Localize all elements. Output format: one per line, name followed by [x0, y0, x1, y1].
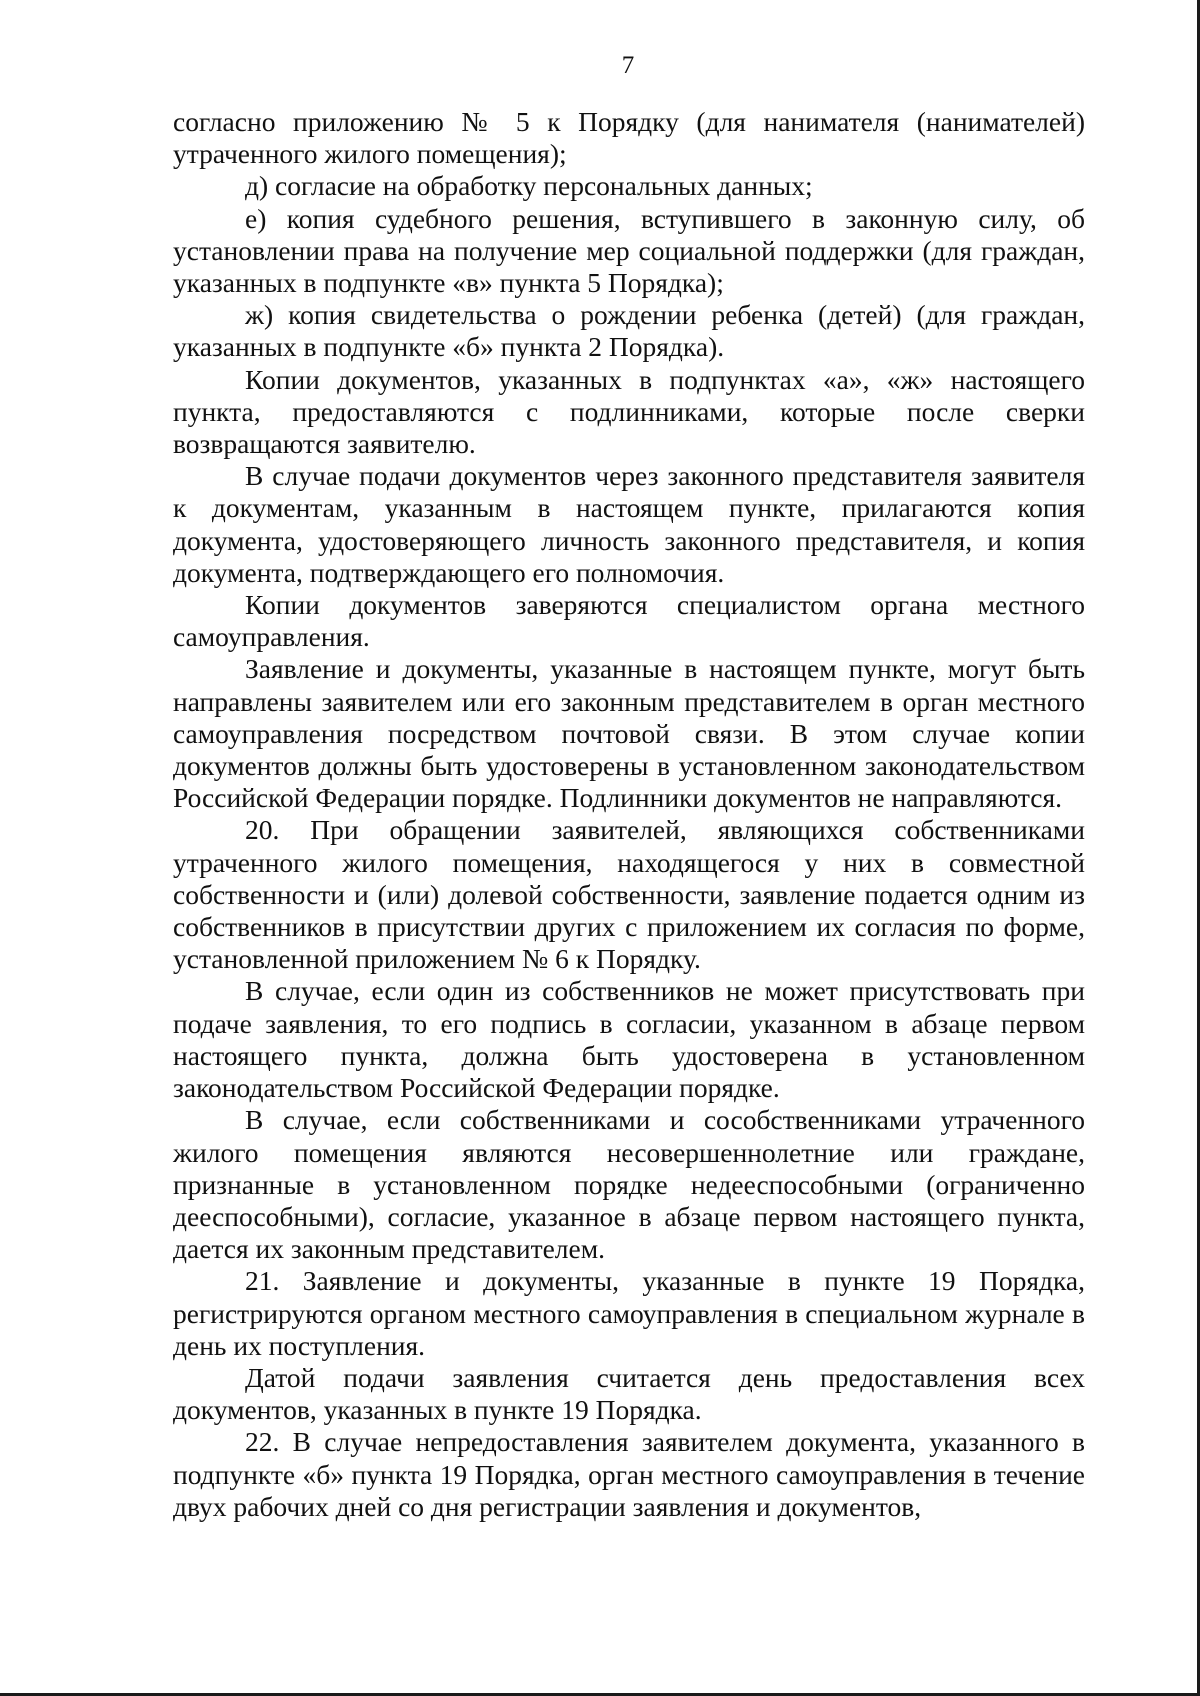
- paragraph: Датой подачи заявления считается день предоставления всех документов, указанных в пункте 19 Порядка.: [173, 1361, 1085, 1426]
- paragraph: В случае, если один из собственников не может присутствовать при подаче заявления, то его подпись в согласии, указанном в абзаце первом настоящего пункта, должна быть удостоверена в установленном законодательством Российской Федерации порядке.: [173, 975, 1085, 1104]
- paragraph: Копии документов заверяются специалистом органа местного самоуправления.: [173, 589, 1085, 653]
- paragraph: Копии документов, указанных в подпунктах «а», «ж» настоящего пункта, предоставляются с подлинниками, которые после сверки возвращаются заявителю.: [173, 363, 1085, 460]
- paragraph: Заявление и документы, указанные в настоящем пункте, могут быть направлены заявителем или его законным представителем в орган местного самоуправления посредством почтовой связи. В этом случае копии документов должны быть удостоверены в установленном законодательством Российской Федерации порядке. Подлинники документов не направляются.: [173, 653, 1085, 814]
- paragraph: В случае, если собственниками и сособственниками утраченного жилого помещения являются несовершеннолетние или граждане, признанные в установленном порядке недееспособными (ограниченно дееспособными), согласие, указанное в абзаце первом настоящего пункта, дается их законным представителем.: [173, 1104, 1085, 1265]
- document-body: [173, 106, 1085, 1523]
- paragraph: 22. В случае непредоставления заявителем документа, указанного в подпункте «б» пункта 19 Порядка, орган местного самоуправления в течение двух рабочих дней со дня регистрации заявления и документов,: [173, 1426, 1085, 1522]
- page-number: 7: [621, 52, 635, 79]
- paragraph: ж) копия свидетельства о рождении ребенка (детей) (для граждан, указанных в подпункте «б» пункта 2 Порядка).: [173, 299, 1085, 363]
- paragraph: согласно приложению № 5 к Порядку (для нанимателя (нанимателей) утраченного жилого помещения);: [173, 106, 1085, 170]
- paragraph: е) копия судебного решения, вступившего в законную силу, об установлении права на получение мер социальной поддержки (для граждан, указанных в подпункте «в» пункта 5 Порядка);: [173, 202, 1085, 299]
- paragraph: 21. Заявление и документы, указанные в пункте 19 Порядка, регистрируются органом местного самоуправления в специальном журнале в день их поступления.: [173, 1265, 1085, 1361]
- paragraph: 20. При обращении заявителей, являющихся собственниками утраченного жилого помещения, находящегося у них в совместной собственности и (или) долевой собственности, заявление подается одним из собственников в присутствии других с приложением их согласия по форме, установленной приложением № 6 к Порядку.: [173, 814, 1085, 975]
- paragraph: В случае подачи документов через законного представителя заявителя к документам, указанным в настоящем пункте, прилагаются копия документа, удостоверяющего личность законного представителя, и копия документа, подтверждающего его полномочия.: [173, 460, 1085, 588]
- paragraph: д) согласие на обработку персональных данных;: [245, 170, 813, 202]
